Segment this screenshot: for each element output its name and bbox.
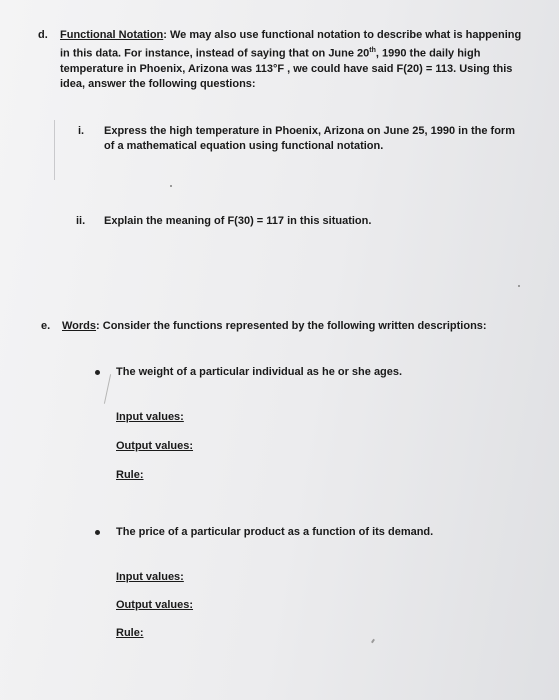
bullet-2-rule-label: Rule: — [116, 627, 144, 639]
bullet-2-dot — [95, 530, 100, 535]
item-ii-text: Explain the meaning of F(30) = 117 in this situation. — [104, 215, 372, 227]
section-d-paragraph — [60, 28, 530, 92]
section-d-sup: th — [369, 47, 376, 54]
section-e-intro-line — [62, 319, 542, 334]
item-i-text: Express the high temperature in Phoenix, Arizona on June 25, 1990 in the form of a mathematical equation using functional notation. — [104, 125, 515, 152]
section-e-intro: : Consider the functions represented by the following written descriptions: — [96, 320, 487, 332]
item-i-numeral: i. — [78, 125, 85, 137]
paper-crease-mark — [54, 120, 55, 180]
bullet-2-output-label: Output values: — [116, 599, 194, 611]
bullet-1-rule-label: Rule: — [116, 469, 144, 481]
section-e-letter: e. — [41, 320, 51, 332]
section-d-letter: d. — [38, 29, 48, 41]
bullet-1-text: The weight of a particular individual as he or she ages. — [116, 366, 403, 378]
bullet-1-dot — [95, 370, 100, 375]
stray-pencil-line — [104, 374, 111, 404]
bullet-1-output-label: Output values: — [116, 440, 194, 452]
bullet-2-input-label: Input values: — [116, 571, 184, 583]
section-e-heading: Words — [62, 320, 97, 332]
section-d-text-1: : We may also use functional notation to describe what is happening in this data. For instance, instead of saying that on June 20 — [60, 29, 522, 60]
stray-dot-mark — [170, 185, 172, 187]
bullet-1-input-label: Input values: — [116, 411, 184, 423]
stray-dot-mark — [518, 285, 520, 287]
bullet-2-text: The price of a particular product as a function of its demand. — [116, 526, 434, 538]
item-ii-numeral: ii. — [76, 215, 86, 227]
section-d-heading: Functional Notation — [60, 29, 164, 41]
section-d-text-2: , 1990 the daily high temperature in Phoenix, Arizona was 113°F , we could have said F(20) = 113. Using this idea, answer the following questions: — [60, 47, 513, 90]
stray-pencil-mark — [371, 639, 375, 643]
